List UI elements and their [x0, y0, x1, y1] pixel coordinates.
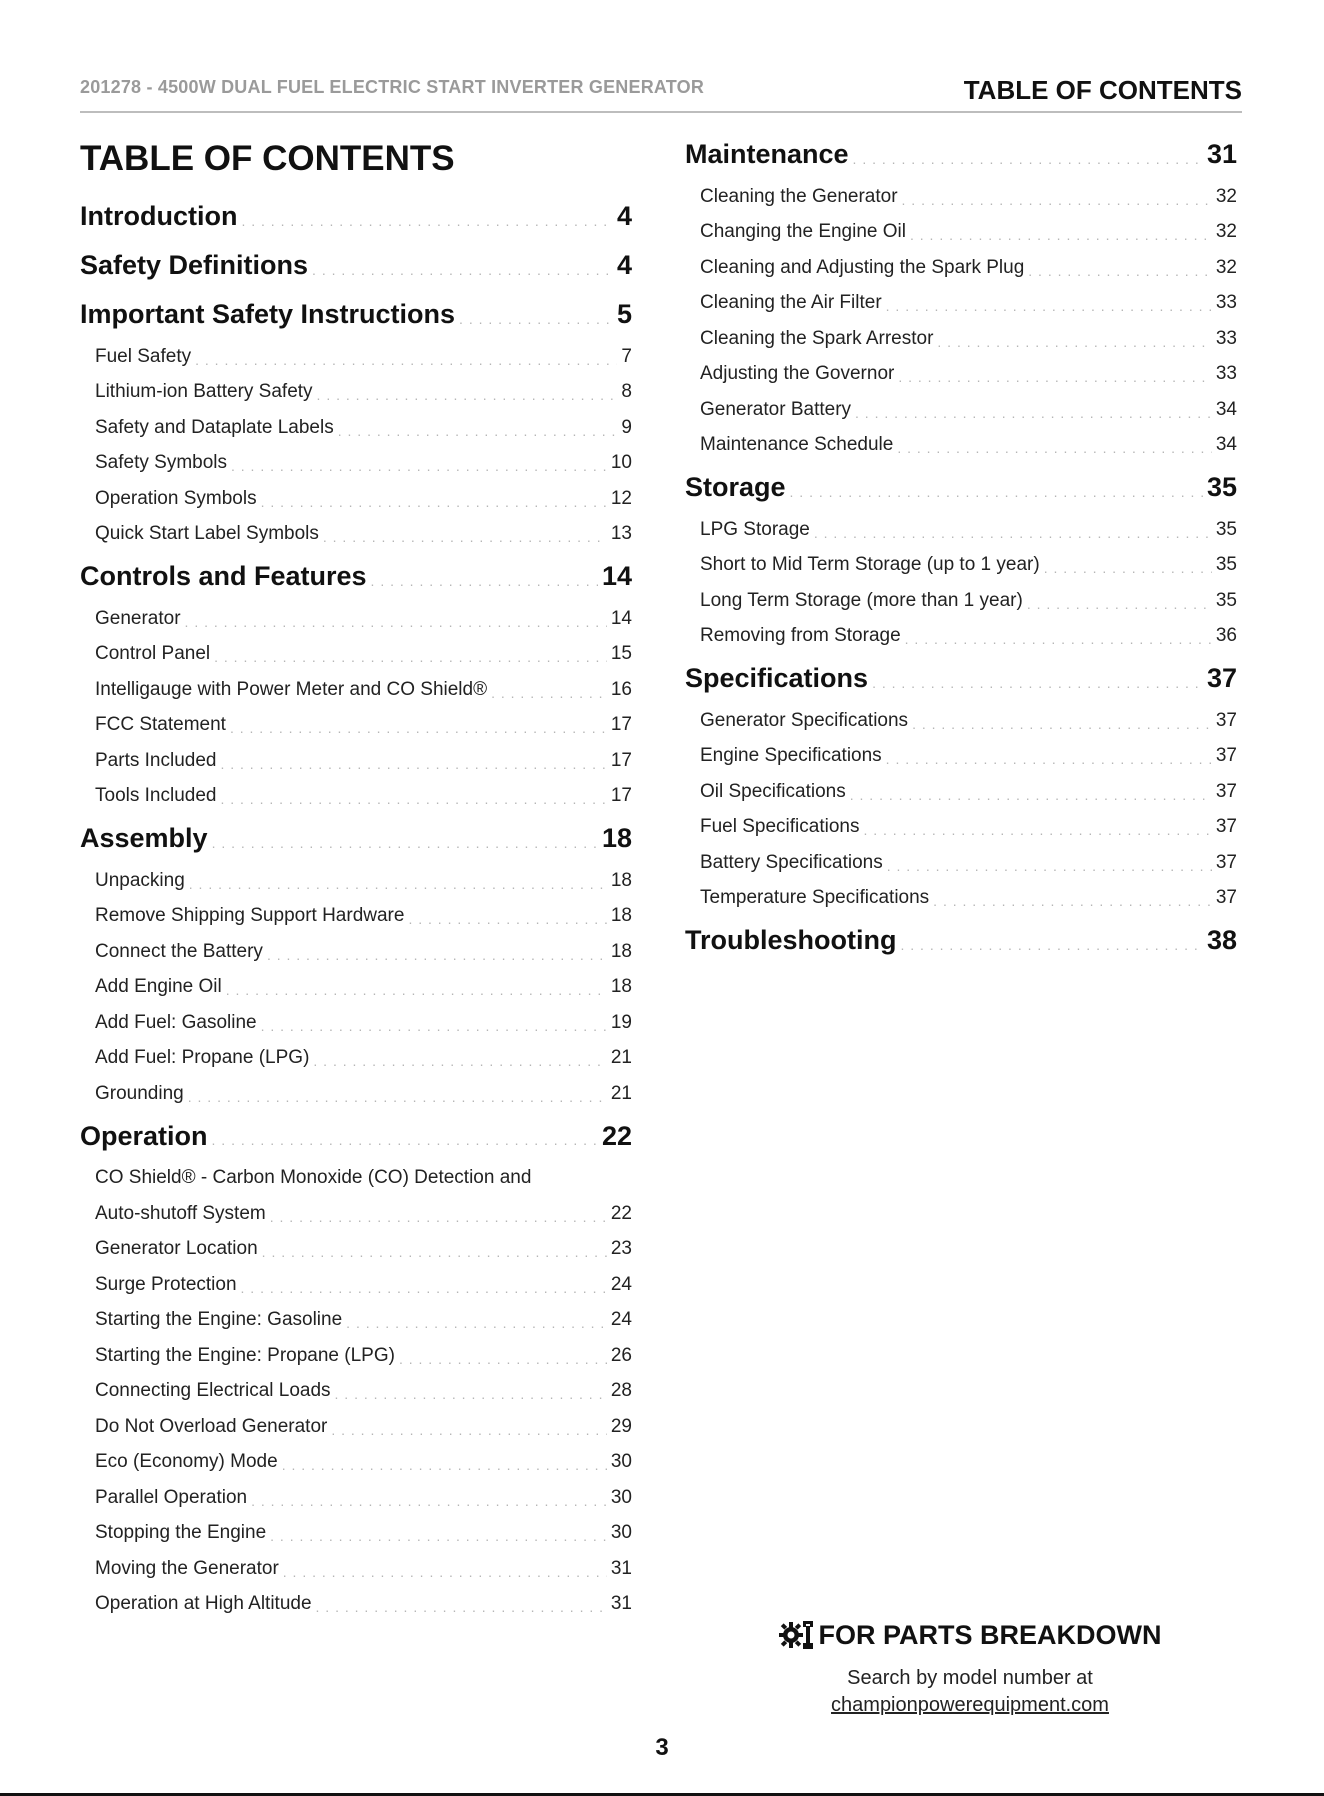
toc-entry-unpacking[interactable] [80, 863, 632, 899]
toc-entry-label: Generator Battery [700, 398, 852, 420]
toc-entry-fuel-safety[interactable] [80, 339, 632, 375]
toc-section-operation[interactable] [80, 1112, 632, 1161]
toc-entry-label: Generator Location [95, 1238, 258, 1260]
toc-entry-page: 17 [610, 714, 632, 736]
toc-entry-page: 5 [616, 299, 632, 329]
parts-title-row [740, 1617, 1200, 1653]
toc-entry-cleaning-the-spark-arrestor[interactable] [685, 321, 1237, 357]
toc-entry-label: Auto-shutoff System [95, 1202, 266, 1224]
toc-entry-generator[interactable] [80, 601, 632, 637]
toc-entry-label: Parts Included [95, 749, 217, 771]
toc-entry-page: 18 [601, 823, 632, 853]
toc-entry-label: Generator Specifications [700, 709, 909, 731]
dot-leader [897, 441, 1212, 455]
dot-leader [1027, 597, 1212, 611]
dot-leader [283, 1565, 607, 1579]
toc-entry-page: 31 [610, 1593, 632, 1615]
toc-entry-page: 19 [610, 1011, 632, 1033]
toc-entry-eco-economy-mode[interactable] [80, 1445, 632, 1481]
toc-entry-page: 7 [621, 345, 632, 367]
toc-entry-page: 14 [610, 607, 632, 629]
dot-leader [855, 406, 1212, 420]
toc-entry-page: 29 [610, 1415, 632, 1437]
toc-section-important-safety-instructions[interactable] [80, 290, 632, 339]
dot-leader [790, 485, 1203, 499]
toc-entry-page: 22 [610, 1202, 632, 1224]
toc-entry-label: Surge Protection [95, 1273, 237, 1295]
toc-entry-control-panel[interactable] [80, 637, 632, 673]
toc-entry-page: 28 [610, 1380, 632, 1402]
toc-entry-label: CO Shield® - Carbon Monoxide (CO) Detection and [95, 1167, 532, 1189]
toc-entry-page: 18 [610, 869, 632, 891]
toc-entry-parallel-operation[interactable] [80, 1480, 632, 1516]
toc-entry-label: Eco (Economy) Mode [95, 1451, 278, 1473]
dot-leader [220, 757, 606, 771]
toc-entry-label: Cleaning and Adjusting the Spark Plug [700, 256, 1025, 278]
toc-entry-co-shield-carbon-monoxide-co-detection-and[interactable] [80, 1161, 632, 1197]
toc-entry-label: Add Fuel: Gasoline [95, 1011, 257, 1033]
toc-entry-label: Starting the Engine: Gasoline [95, 1309, 343, 1331]
dot-leader [312, 263, 613, 277]
dot-leader [902, 193, 1212, 207]
dot-leader [408, 912, 606, 926]
toc-entry-page: 24 [610, 1273, 632, 1295]
toc-entry-page: 24 [610, 1309, 632, 1331]
toc-entry-moving-the-generator[interactable] [80, 1551, 632, 1587]
toc-entry-page: 31 [1206, 139, 1237, 169]
toc-entry-add-fuel-gasoline[interactable] [80, 1005, 632, 1041]
dot-leader [317, 388, 618, 402]
toc-entry-page: 18 [610, 905, 632, 927]
toc-entry-generator-specifications[interactable] [685, 703, 1237, 739]
toc-entry-label: Intelligauge with Power Meter and CO Shield® [95, 678, 488, 700]
dot-leader [214, 650, 607, 664]
toc-entry-page: 12 [610, 487, 632, 509]
toc-entry-page: 10 [610, 452, 632, 474]
toc-entry-label: Parallel Operation [95, 1486, 248, 1508]
toc-right-column [685, 130, 1237, 965]
toc-entry-label: Engine Specifications [700, 745, 882, 767]
section-title: TABLE OF CONTENTS [963, 75, 1242, 105]
toc-entry-page: 37 [1215, 851, 1237, 873]
toc-entry-label: Assembly [80, 823, 208, 853]
dot-leader [898, 370, 1212, 384]
toc-entry-label: Lithium-ion Battery Safety [95, 381, 313, 403]
toc-entry-label: Storage [685, 472, 786, 502]
toc-entry-page: 35 [1215, 554, 1237, 576]
toc-entry-label: Safety Definitions [80, 250, 309, 280]
toc-entry-temperature-specifications[interactable] [685, 881, 1237, 917]
document-title: 201278 - 4500W DUAL FUEL ELECTRIC START INVERTER GENERATOR [80, 77, 705, 97]
toc-entry-page: 14 [601, 561, 632, 591]
dot-leader [905, 632, 1212, 646]
toc-entry-label: LPG Storage [700, 518, 810, 540]
toc-entry-cleaning-the-generator[interactable] [685, 179, 1237, 215]
toc-entry-page: 36 [1215, 625, 1237, 647]
toc-entry-page: 4 [616, 201, 632, 231]
dot-leader [262, 1245, 607, 1259]
toc-entry-remove-shipping-support-hardware[interactable] [80, 899, 632, 935]
dot-leader [230, 721, 607, 735]
dot-leader [853, 152, 1203, 166]
toc-entry-label: Maintenance [685, 139, 849, 169]
toc-entry-label: Safety and Dataplate Labels [95, 416, 334, 438]
toc-entry-label: Fuel Safety [95, 345, 192, 367]
toc-entry-page: 34 [1215, 434, 1237, 456]
dot-leader [371, 574, 598, 588]
toc-entry-label: Specifications [685, 663, 869, 693]
toc-entry-fcc-statement[interactable] [80, 708, 632, 744]
dot-leader [910, 228, 1212, 242]
toc-entry-grounding[interactable] [80, 1076, 632, 1112]
toc-entry-label: Short to Mid Term Storage (up to 1 year) [700, 554, 1040, 576]
dot-leader [335, 1387, 607, 1401]
dot-leader [323, 530, 607, 544]
toc-entry-page: 30 [610, 1451, 632, 1473]
toc-section-introduction[interactable] [80, 192, 632, 241]
toc-section-specifications[interactable] [685, 654, 1237, 703]
toc-entry-label: Long Term Storage (more than 1 year) [700, 589, 1023, 611]
dot-leader [459, 312, 613, 326]
toc-entry-label: Moving the Generator [95, 1557, 279, 1579]
toc-entry-label: Removing from Storage [700, 625, 901, 647]
toc-entry-label: Operation [80, 1120, 208, 1151]
parts-title: FOR PARTS BREAKDOWN [818, 1619, 1162, 1650]
toc-entry-quick-start-label-symbols[interactable] [80, 517, 632, 553]
dot-leader [850, 788, 1212, 802]
toc-entry-page: 32 [1215, 256, 1237, 278]
toc-entry-long-term-storage-more-than-1-year[interactable] [685, 583, 1237, 619]
dot-leader [872, 676, 1203, 690]
dot-leader [900, 938, 1202, 952]
toc-entry-fuel-specifications[interactable] [685, 810, 1237, 846]
dot-leader [1044, 561, 1212, 575]
toc-entry-page: 35 [1206, 472, 1237, 502]
toc-section-assembly[interactable] [80, 814, 632, 863]
dot-leader [189, 877, 607, 891]
toc-entry-page: 30 [610, 1486, 632, 1508]
toc-entry-page: 32 [1215, 221, 1237, 243]
toc-entry-label: Unpacking [95, 869, 185, 891]
dot-leader [226, 983, 607, 997]
toc-entry-label: Operation Symbols [95, 487, 257, 509]
toc-entry-label: Controls and Features [80, 561, 367, 591]
toc-entry-page: 16 [610, 678, 632, 700]
toc-entry-label: Do Not Overload Generator [95, 1415, 328, 1437]
toc-entry-page: 8 [621, 381, 632, 403]
toc-entry-starting-the-engine-gasoline[interactable] [80, 1303, 632, 1339]
parts-website-link[interactable]: championpowerequipment.com [831, 1694, 1109, 1716]
toc-entry-page: 33 [1215, 363, 1237, 385]
toc-entry-page: 26 [610, 1344, 632, 1366]
toc-entry-intelligauge-with-power-meter-and-co-shield[interactable] [80, 672, 632, 708]
toc-entry-page: 21 [610, 1047, 632, 1069]
dot-leader [338, 424, 618, 438]
toc-entry-maintenance-schedule[interactable] [685, 428, 1237, 464]
toc-entry-add-fuel-propane-lpg[interactable] [80, 1041, 632, 1077]
toc-section-storage[interactable] [685, 463, 1237, 512]
toc-entry-removing-from-storage[interactable] [685, 619, 1237, 655]
toc-entry-add-engine-oil[interactable] [80, 970, 632, 1006]
toc-left-column [80, 130, 632, 1622]
toc-entry-page: 17 [610, 749, 632, 771]
dot-leader [887, 859, 1212, 873]
toc-section-controls-and-features[interactable] [80, 552, 632, 601]
dot-leader [316, 1600, 607, 1614]
toc-entry-page: 31 [610, 1557, 632, 1579]
toc-entry-cleaning-the-air-filter[interactable] [685, 286, 1237, 322]
toc-entry-label: Maintenance Schedule [700, 434, 894, 456]
dot-leader [863, 823, 1211, 837]
dot-leader [195, 353, 617, 367]
toc-entry-stopping-the-engine[interactable] [80, 1516, 632, 1552]
toc-entry-label: Starting the Engine: Propane (LPG) [95, 1344, 395, 1366]
toc-entry-lithium-ion-battery-safety[interactable] [80, 375, 632, 411]
toc-entry-label: Important Safety Instructions [80, 299, 456, 329]
toc-entry-battery-specifications[interactable] [685, 845, 1237, 881]
toc-entry-do-not-overload-generator[interactable] [80, 1409, 632, 1445]
toc-entry-page: 33 [1215, 327, 1237, 349]
toc-entry-page: 34 [1215, 398, 1237, 420]
toc-entry-safety-and-dataplate-labels[interactable] [80, 410, 632, 446]
toc-entry-label: Troubleshooting [685, 925, 897, 955]
gear-wrench-icon [779, 1620, 813, 1650]
toc-entry-label: Add Engine Oil [95, 976, 222, 998]
toc-entry-adjusting-the-governor[interactable] [685, 357, 1237, 393]
toc-entry-starting-the-engine-propane-lpg[interactable] [80, 1338, 632, 1374]
parts-search-text: Search by model number at [847, 1667, 1093, 1689]
toc-entry-label: Oil Specifications [700, 780, 846, 802]
dot-leader [231, 459, 607, 473]
toc-entry-connect-the-battery[interactable] [80, 934, 632, 970]
toc-entry-label: Introduction [80, 201, 238, 231]
toc-entry-page: 37 [1215, 816, 1237, 838]
toc-entry-page: 38 [1206, 925, 1237, 955]
toc-section-safety-definitions[interactable] [80, 241, 632, 290]
dot-leader [185, 615, 607, 629]
dot-leader [241, 1281, 607, 1295]
header-divider [80, 111, 1242, 113]
dot-leader [251, 1494, 607, 1508]
toc-entry-operation-at-high-altitude[interactable] [80, 1587, 632, 1623]
toc-entry-label: Cleaning the Air Filter [700, 292, 882, 314]
dot-leader [886, 752, 1212, 766]
toc-entry-oil-specifications[interactable] [685, 774, 1237, 810]
toc-entry-page: 30 [610, 1522, 632, 1544]
toc-entry-page: 21 [610, 1082, 632, 1104]
toc-entry-page: 37 [1215, 745, 1237, 767]
toc-entry-label: Changing the Engine Oil [700, 221, 906, 243]
toc-entry-label: Remove Shipping Support Hardware [95, 905, 405, 927]
toc-entry-label: Tools Included [95, 785, 217, 807]
toc-entry-page: 18 [610, 976, 632, 998]
toc-entry-label: FCC Statement [95, 714, 226, 736]
toc-entry-label: Stopping the Engine [95, 1522, 267, 1544]
toc-entry-label: Operation at High Altitude [95, 1593, 312, 1615]
page-number: 3 [655, 1734, 669, 1761]
dot-leader [346, 1316, 607, 1330]
dot-leader [241, 214, 613, 228]
toc-left-list [80, 192, 632, 1622]
toc-entry-auto-shutoff-system[interactable] [80, 1196, 632, 1232]
dot-leader [1028, 264, 1212, 278]
toc-right-list [685, 130, 1237, 965]
toc-entry-lpg-storage[interactable] [685, 512, 1237, 548]
toc-entry-page: 37 [1215, 709, 1237, 731]
dot-leader [912, 717, 1212, 731]
dot-leader [270, 1529, 607, 1543]
toc-entry-page: 35 [1215, 589, 1237, 611]
toc-entry-label: Cleaning the Spark Arrestor [700, 327, 934, 349]
toc-entry-label: Connect the Battery [95, 940, 263, 962]
dot-leader [261, 495, 607, 509]
toc-entry-page: 37 [1206, 663, 1237, 693]
toc-entry-label: Control Panel [95, 643, 211, 665]
toc-entry-tools-included[interactable] [80, 779, 632, 815]
toc-entry-page: 9 [621, 416, 632, 438]
toc-entry-label: Add Fuel: Propane (LPG) [95, 1047, 310, 1069]
dot-leader [261, 1019, 607, 1033]
toc-entry-label: Grounding [95, 1082, 184, 1104]
dot-leader [220, 792, 606, 806]
dot-leader [212, 836, 598, 850]
toc-entry-label: Connecting Electrical Loads [95, 1380, 331, 1402]
toc-entry-page: 23 [610, 1238, 632, 1260]
toc-entry-page: 22 [601, 1120, 632, 1151]
dot-leader [814, 526, 1212, 540]
dot-leader [933, 894, 1212, 908]
dot-leader [313, 1054, 606, 1068]
toc-entry-changing-the-engine-oil[interactable] [685, 215, 1237, 251]
toc-entry-label: Safety Symbols [95, 452, 227, 474]
toc-entry-label: Adjusting the Governor [700, 363, 895, 385]
toc-entry-page: 13 [610, 523, 632, 545]
toc-entry-connecting-electrical-loads[interactable] [80, 1374, 632, 1410]
dot-leader [267, 948, 607, 962]
toc-entry-page: 37 [1215, 780, 1237, 802]
toc-entry-short-to-mid-term-storage-up-to-1-year[interactable] [685, 548, 1237, 584]
toc-entry-label: Temperature Specifications [700, 887, 930, 909]
toc-entry-parts-included[interactable] [80, 743, 632, 779]
toc-entry-label: Battery Specifications [700, 851, 883, 873]
toc-section-troubleshooting[interactable] [685, 916, 1237, 965]
toc-entry-page: 33 [1215, 292, 1237, 314]
toc-entry-cleaning-and-adjusting-the-spark-plug[interactable] [685, 250, 1237, 286]
toc-entry-label: Generator [95, 607, 181, 629]
dot-leader [491, 686, 607, 700]
toc-entry-label: Fuel Specifications [700, 816, 860, 838]
dot-leader [886, 299, 1212, 313]
dot-leader [282, 1458, 607, 1472]
dot-leader [937, 335, 1211, 349]
toc-entry-page: 37 [1215, 887, 1237, 909]
toc-entry-page: 18 [610, 940, 632, 962]
toc-entry-page: 32 [1215, 185, 1237, 207]
dot-leader [270, 1210, 607, 1224]
dot-leader [188, 1090, 607, 1104]
toc-entry-operation-symbols[interactable] [80, 481, 632, 517]
toc-entry-generator-battery[interactable] [685, 392, 1237, 428]
toc-entry-page: 17 [610, 785, 632, 807]
toc-entry-label: Quick Start Label Symbols [95, 523, 319, 545]
toc-entry-page: 4 [616, 250, 632, 280]
toc-entry-safety-symbols[interactable] [80, 446, 632, 482]
toc-section-maintenance[interactable] [685, 130, 1237, 179]
toc-title: TABLE OF CONTENTS [80, 139, 455, 178]
toc-entry-page: 15 [610, 643, 632, 665]
dot-leader [399, 1352, 607, 1366]
dot-leader [331, 1423, 607, 1437]
toc-entry-engine-specifications[interactable] [685, 739, 1237, 775]
toc-entry-label: Cleaning the Generator [700, 185, 898, 207]
toc-entry-generator-location[interactable] [80, 1232, 632, 1268]
toc-entry-surge-protection[interactable] [80, 1267, 632, 1303]
toc-entry-page: 35 [1215, 518, 1237, 540]
dot-leader [212, 1133, 598, 1147]
parts-breakdown-box [740, 1617, 1200, 1717]
